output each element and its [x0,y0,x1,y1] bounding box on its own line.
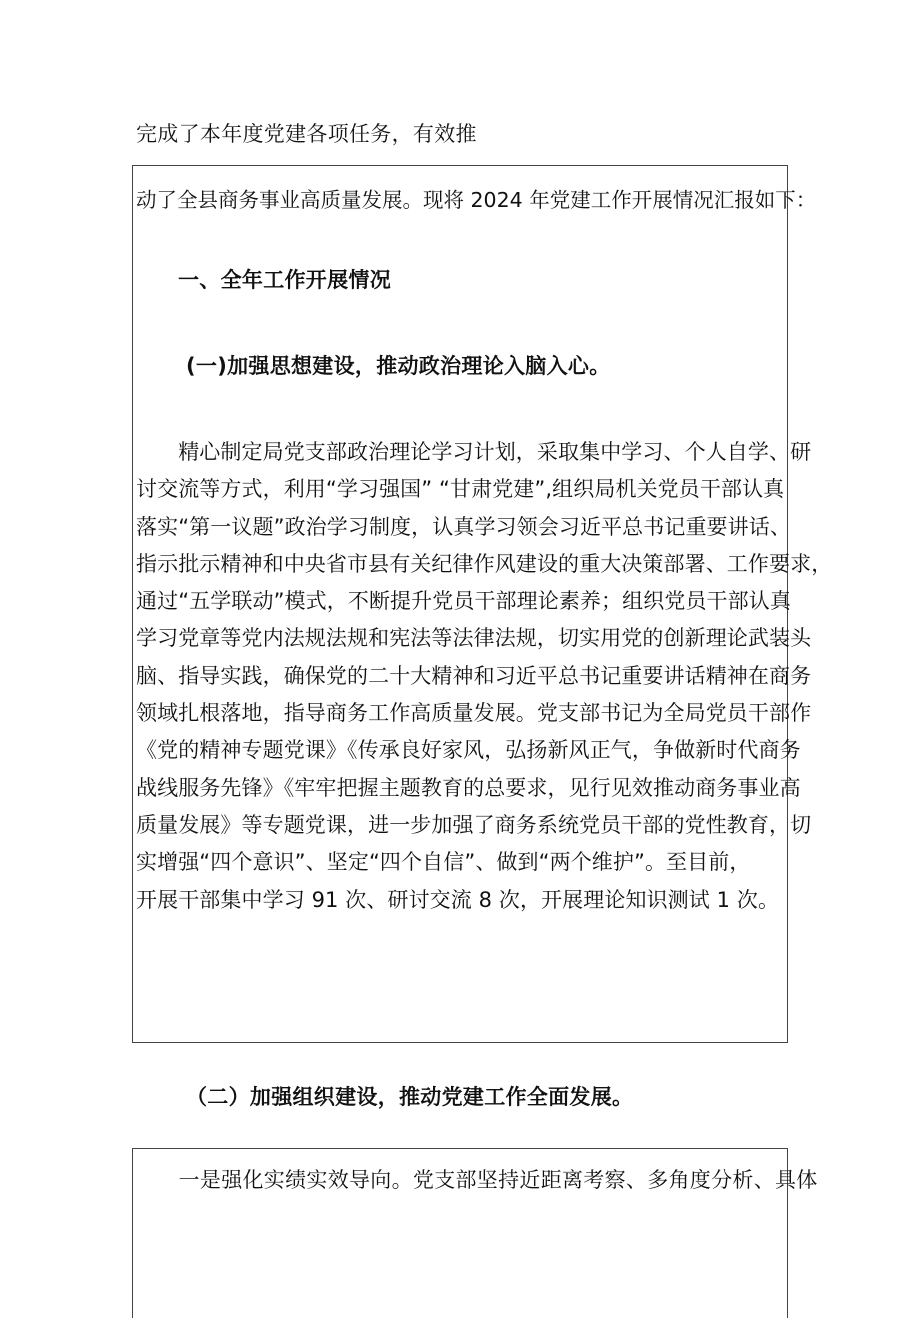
paragraph-line: 实增强“四个意识”、坚定“四个自信”、做到“两个维护”。至目前， [136,850,751,875]
paragraph-line: 通过“五学联动”模式，不断提升党员干部理论素养；组织党员干部认真 [136,589,791,614]
subsection-heading-2: （二）加强组织建设，推动党建工作全面发展。 [186,1085,634,1109]
paragraph-line: 讨交流等方式，利用“学习强国” “甘肃党建”,组织局机关党员干部认真 [136,477,785,502]
paragraph-line: 领域扎根落地，指导商务工作高质量发展。党支部书记为全局党员干部作 [136,701,812,726]
section-heading-1: 一、全年工作开展情况 [178,268,391,292]
paragraph-political-study [136,434,833,919]
paragraph-line: 《党的精神专题党课》《传承良好家风，弘扬新风正气，争做新时代商务 [136,738,801,763]
intro-line-1: 完成了本年度党建各项任务，有效推 [136,122,477,146]
paragraph-line: 精心制定局党支部政治理论学习计划，采取集中学习、个人自学、研 [136,440,812,464]
paragraph-line: 学习党章等党内法规法规和宪法等法律法规，切实用党的创新理论武装头 [136,626,812,651]
subsection-heading-1: (一)加强思想建设，推动政治理论入脑入心。 [186,354,611,378]
paragraph-2-line-1: 一是强化实绩实效导向。党支部坚持近距离考察、多角度分析、具体 [136,1168,818,1192]
paragraph-line: 开展干部集中学习 91 次、研讨交流 8 次，开展理论知识测试 1 次。 [136,887,780,912]
paragraph-line: 战线服务先锋》《牢牢把握主题教育的总要求，见行见效推动商务事业高 [136,775,801,800]
paragraph-line: 指示批示精神和中央省市县有关纪律作风建设的重大决策部署、工作要求， [136,551,833,576]
paragraph-line: 质量发展》等专题党课，进一步加强了商务系统党员干部的党性教育，切 [136,812,812,837]
intro-line-2: 动了全县商务事业高质量发展。现将 2024 年党建工作开展情况汇报如下： [136,188,817,212]
paragraph-line: 落实“第一议题”政治学习制度，认真学习领会习近平总书记重要讲话、 [136,514,791,539]
paragraph-line: 脑、指导实践，确保党的二十大精神和习近平总书记重要讲话精神在商务 [136,663,812,688]
